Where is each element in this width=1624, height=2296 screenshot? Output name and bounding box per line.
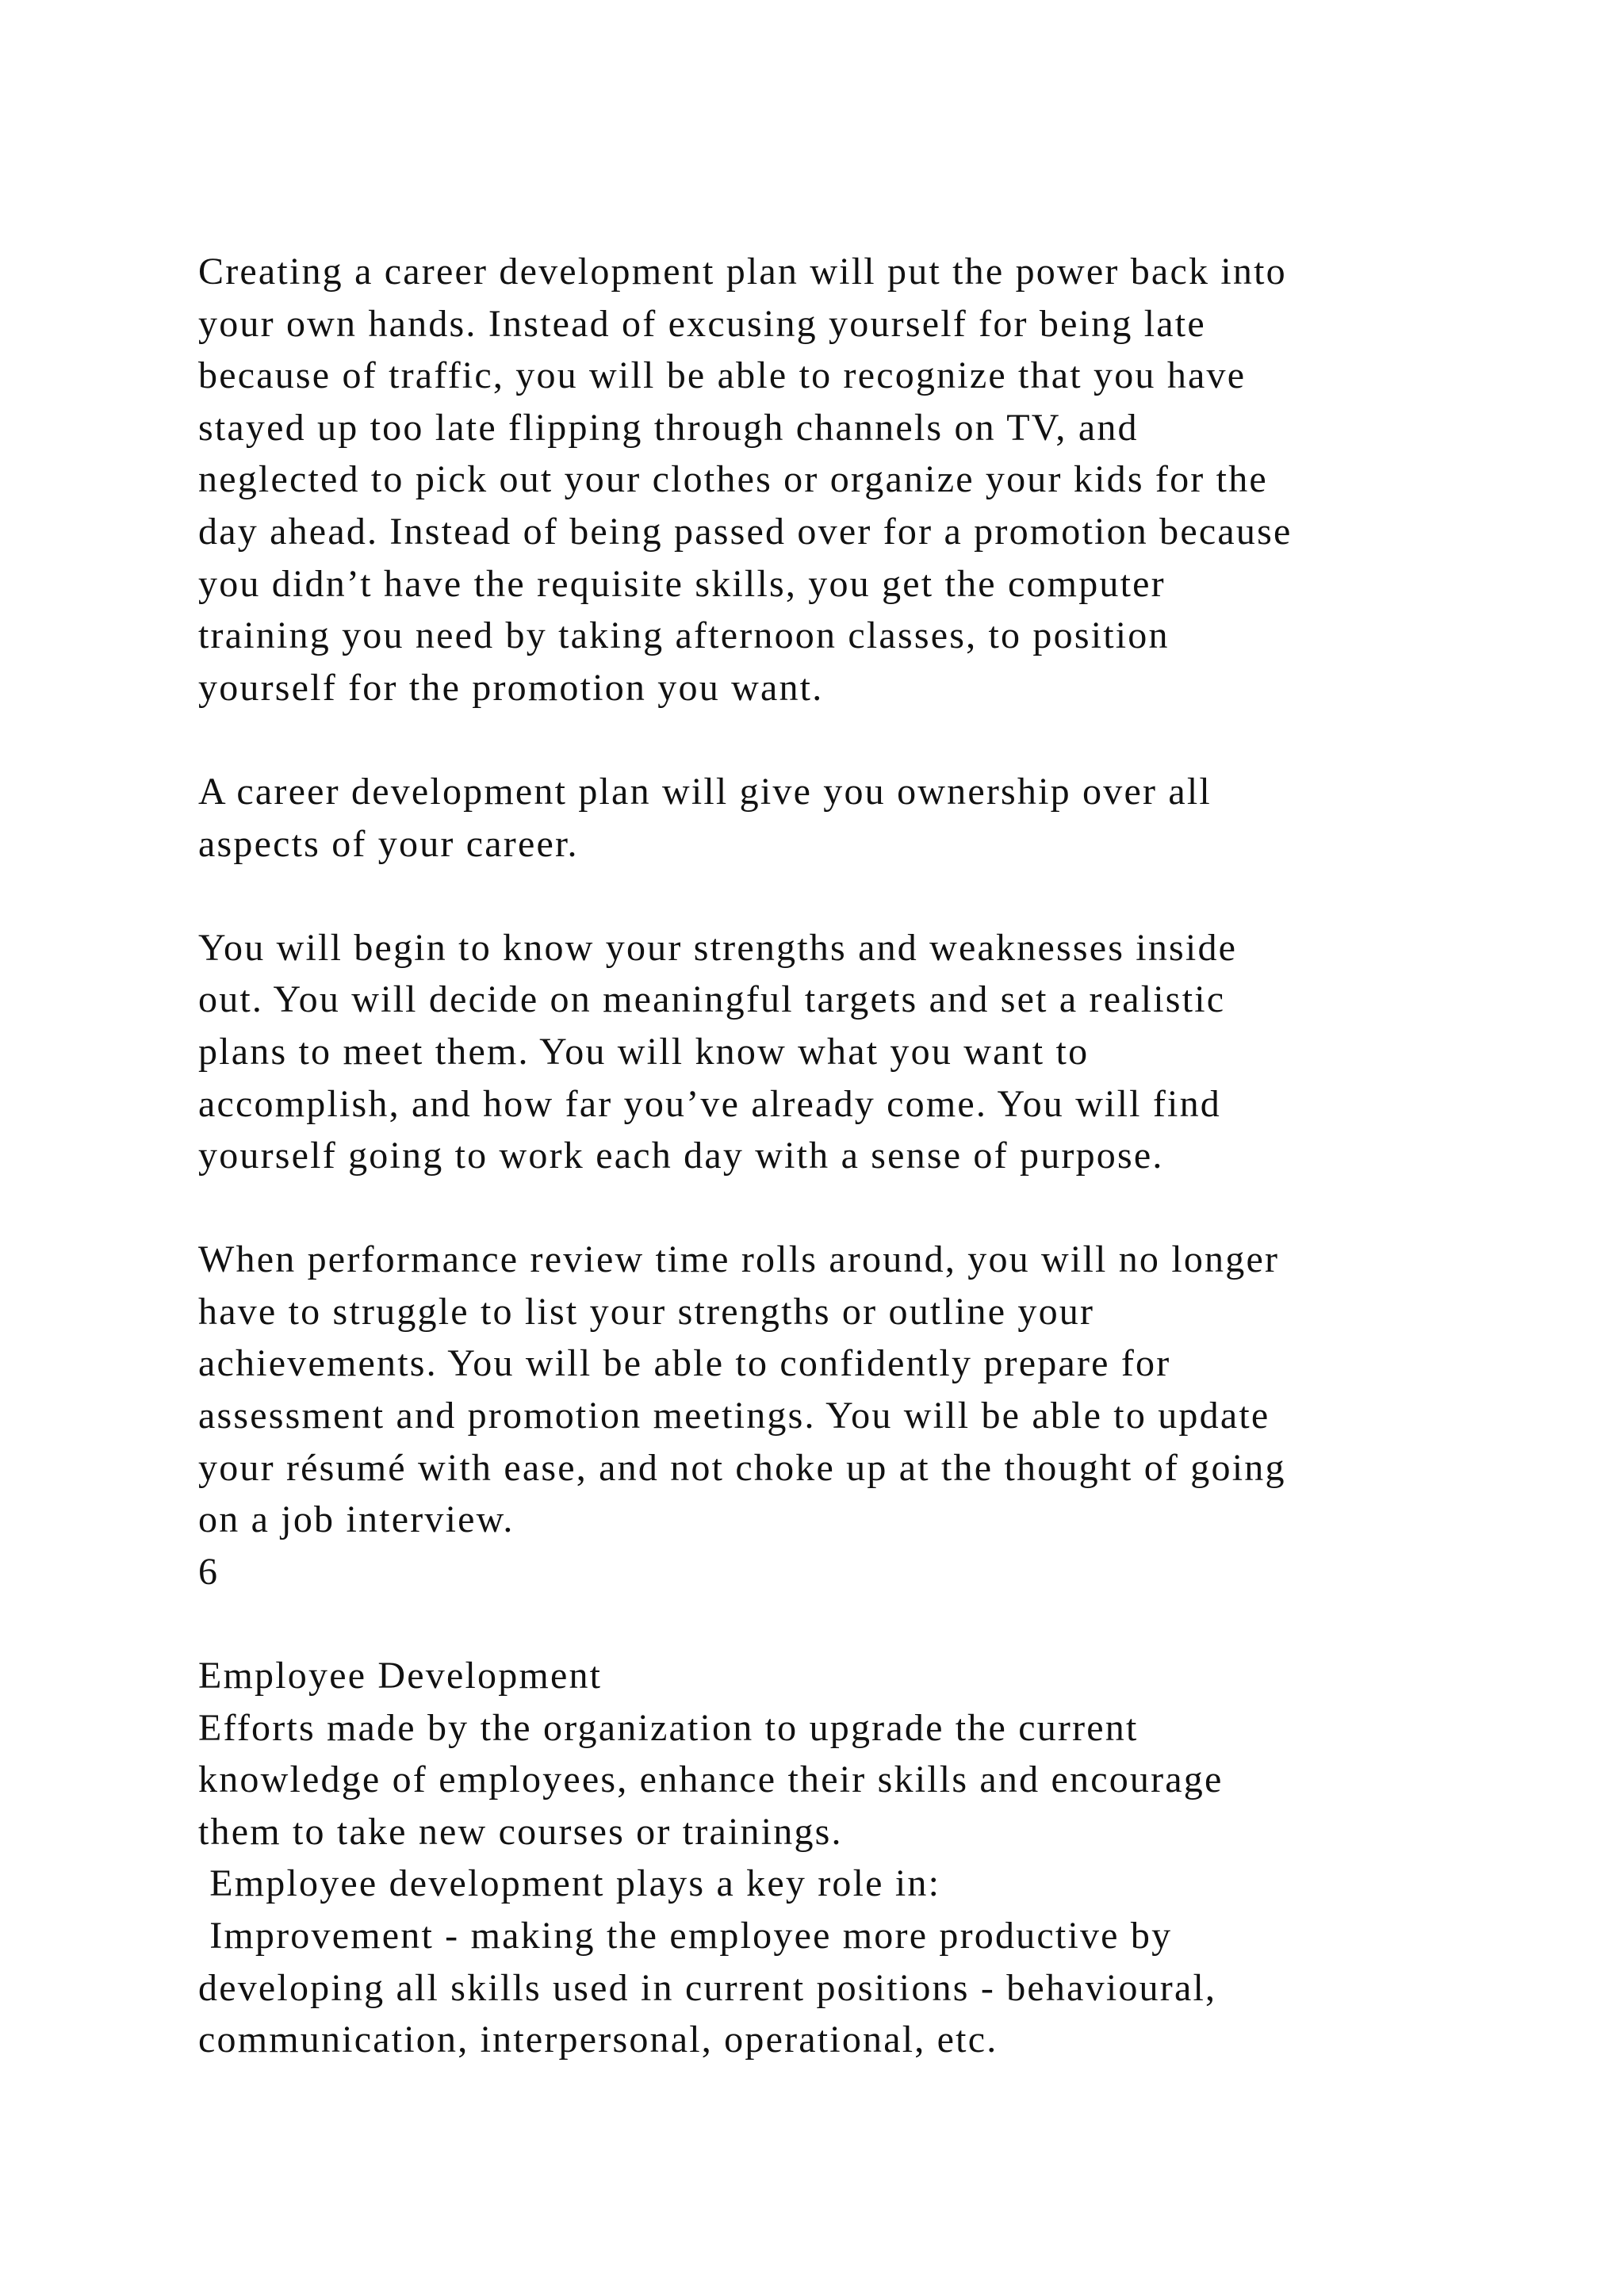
text-line: because of traffic, you will be able to recognize that you have bbox=[198, 354, 1247, 397]
text-line: developing all skills used in current positions - behavioural, bbox=[198, 1966, 1217, 2009]
paragraph-spacer bbox=[198, 870, 1562, 922]
text-line: stayed up too late flipping through channels on TV, and bbox=[198, 406, 1139, 449]
text-line: Efforts made by the organization to upgrade the current bbox=[198, 1706, 1139, 1749]
paragraph-strengths bbox=[198, 922, 1562, 1182]
text-line: out. You will decide on meaningful targets and set a realistic bbox=[198, 978, 1226, 1021]
text-line: yourself for the promotion you want. bbox=[198, 666, 824, 709]
text-line: Creating a career development plan will put the power back into bbox=[198, 251, 1287, 293]
text-line: accomplish, and how far you’ve already come. You will find bbox=[198, 1082, 1221, 1125]
paragraph-spacer bbox=[198, 1598, 1562, 1650]
text-line: A career development plan will give you ownership over all bbox=[198, 770, 1212, 813]
paragraph-spacer bbox=[198, 1182, 1562, 1234]
text-line: your own hands. Instead of excusing yourself for being late bbox=[198, 302, 1206, 345]
text-line: training you need by taking afternoon classes, to position bbox=[198, 614, 1170, 657]
text-line: them to take new courses or trainings. bbox=[198, 1810, 843, 1853]
text-line: yourself going to work each day with a sense of purpose. bbox=[198, 1135, 1164, 1177]
text-line: achievements. You will be able to confidently prepare for bbox=[198, 1342, 1171, 1385]
text-line: communication, interpersonal, operational, etc. bbox=[198, 2019, 998, 2061]
text-line: have to struggle to list your strengths or outline your bbox=[198, 1290, 1095, 1333]
page-number: 6 bbox=[198, 1550, 220, 1593]
text-line: When performance review time rolls around, you will no longer bbox=[198, 1238, 1280, 1281]
paragraph-spacer bbox=[198, 714, 1562, 766]
text-line: day ahead. Instead of being passed over for a promotion because bbox=[198, 510, 1293, 553]
text-line: assessment and promotion meetings. You will be able to update bbox=[198, 1395, 1270, 1437]
paragraph-performance-review bbox=[198, 1234, 1562, 1598]
text-line: on a job interview. bbox=[198, 1498, 515, 1541]
text-line: your résumé with ease, and not choke up at the thought of going bbox=[198, 1446, 1286, 1489]
text-line: plans to meet them. You will know what you want to bbox=[198, 1030, 1090, 1073]
document-body bbox=[198, 246, 1562, 2066]
paragraph-career-plan-power bbox=[198, 246, 1562, 714]
text-line: You will begin to know your strengths and weaknesses inside bbox=[198, 926, 1238, 969]
section-heading: Employee Development bbox=[198, 1655, 603, 1697]
paragraph-ownership bbox=[198, 766, 1562, 870]
text-line: you didn’t have the requisite skills, you get the computer bbox=[198, 562, 1166, 605]
text-line: Improvement - making the employee more productive by bbox=[198, 1915, 1173, 1957]
text-line: aspects of your career. bbox=[198, 822, 579, 865]
text-line: neglected to pick out your clothes or organize your kids for the bbox=[198, 458, 1268, 501]
text-line: knowledge of employees, enhance their skills and encourage bbox=[198, 1758, 1224, 1801]
text-line: Employee development plays a key role in: bbox=[198, 1862, 941, 1905]
section-employee-development bbox=[198, 1650, 1562, 2066]
